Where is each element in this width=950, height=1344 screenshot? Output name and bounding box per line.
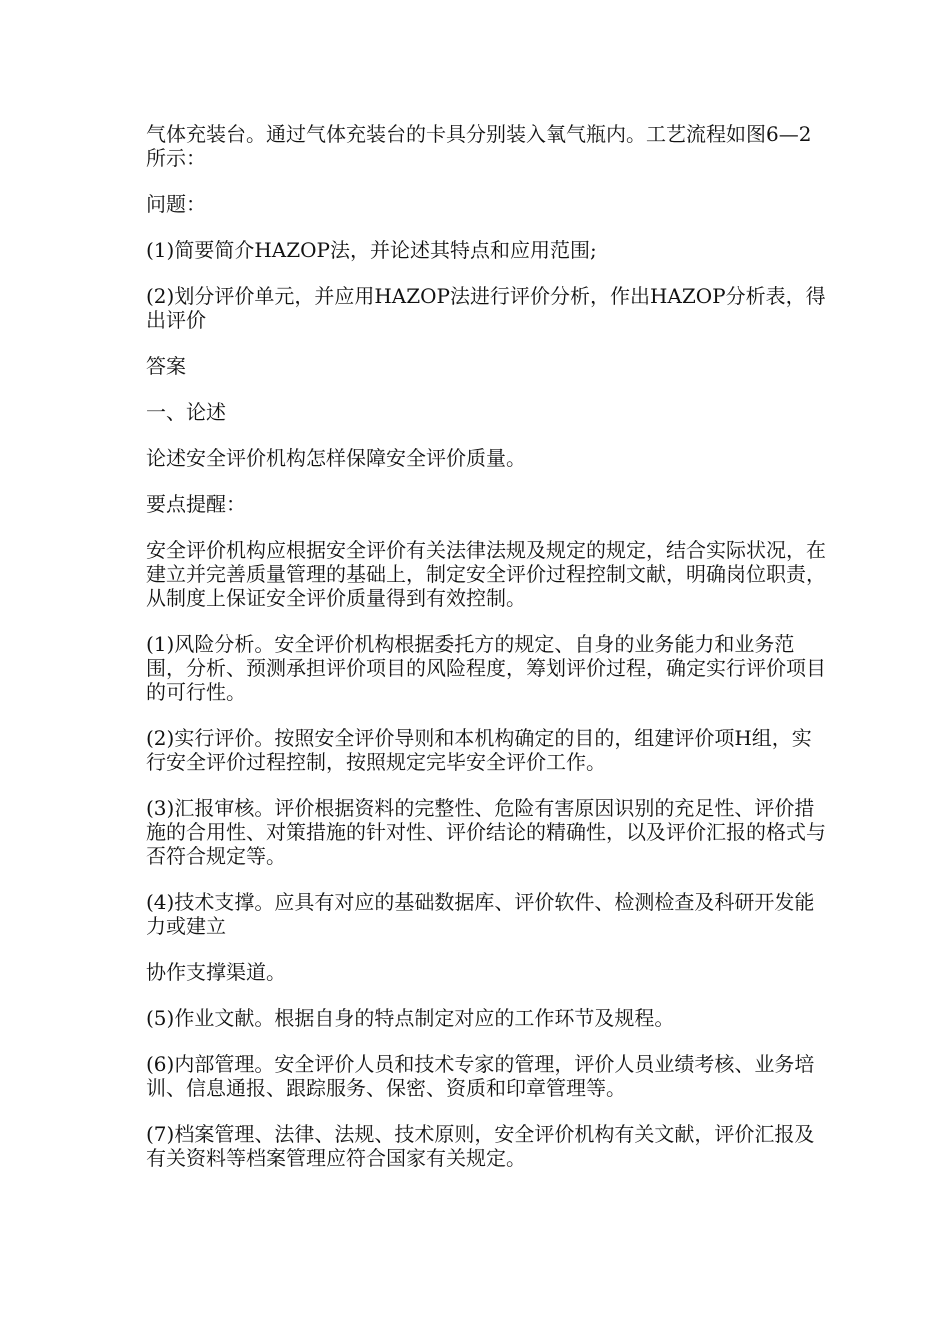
paragraph-point-4: (4)技术支撑。应具有对应的基础数据库、评价软件、检测检查及科研开发能力或建立 — [146, 890, 815, 938]
paragraph-point-1: (1)风险分析。安全评价机构根据委托方的规定、自身的业务能力和业务范围，分析、预测承担评价项目的风险程度，筹划评价过程，确定实行评价项目的可行性。 — [146, 632, 826, 704]
paragraph-answer-heading: 答案 — [146, 354, 186, 378]
paragraph-question-heading: 问题： — [146, 192, 206, 216]
paragraph-point-3: (3)汇报审核。评价根据资料的完整性、危险有害原因识别的充足性、评价措施的合用性、对策措施的针对性、评价结论的精确性，以及评价汇报的格式与否符合规定等。 — [146, 796, 826, 868]
paragraph-intro: 气体充装台。通过气体充装台的卡具分别装入氧气瓶内。工艺流程如图6—2所示： — [146, 122, 812, 170]
paragraph-topic: 论述安全评价机构怎样保障安全评价质量。 — [146, 446, 526, 470]
paragraph-point-5: (5)作业文献。根据自身的特点制定对应的工作环节及规程。 — [146, 1006, 675, 1030]
paragraph-overview: 安全评价机构应根据安全评价有关法律法规及规定的规定，结合实际状况，在建立并完善质量管理的基础上，制定安全评价过程控制文献，明确岗位职责，从制度上保证安全评价质量得到有效控制。 — [146, 538, 826, 610]
paragraph-question-2: (2)划分评价单元，并应用HAZOP法进行评价分析，作出HAZOP分析表，得出评价 — [146, 284, 826, 332]
paragraph-question-1: (1)简要简介HAZOP法，并论述其特点和应用范围; — [146, 238, 597, 262]
document-body — [146, 122, 826, 1192]
paragraph-point-2: (2)实行评价。按照安全评价导则和本机构确定的目的，组建评价项H组，实行安全评价过程控制，按照规定完毕安全评价工作。 — [146, 726, 812, 774]
paragraph-key-points-heading: 要点提醒： — [146, 492, 246, 516]
paragraph-point-7: (7)档案管理、法律、法规、技术原则，安全评价机构有关文献，评价汇报及有关资料等档案管理应符合国家有关规定。 — [146, 1122, 815, 1170]
paragraph-section-heading: 一、论述 — [146, 400, 226, 424]
paragraph-point-6: (6)内部管理。安全评价人员和技术专家的管理，评价人员业绩考核、业务培训、信息通报、跟踪服务、保密、资质和印章管理等。 — [146, 1052, 815, 1100]
paragraph-point-4-continued: 协作支撑渠道。 — [146, 960, 286, 984]
